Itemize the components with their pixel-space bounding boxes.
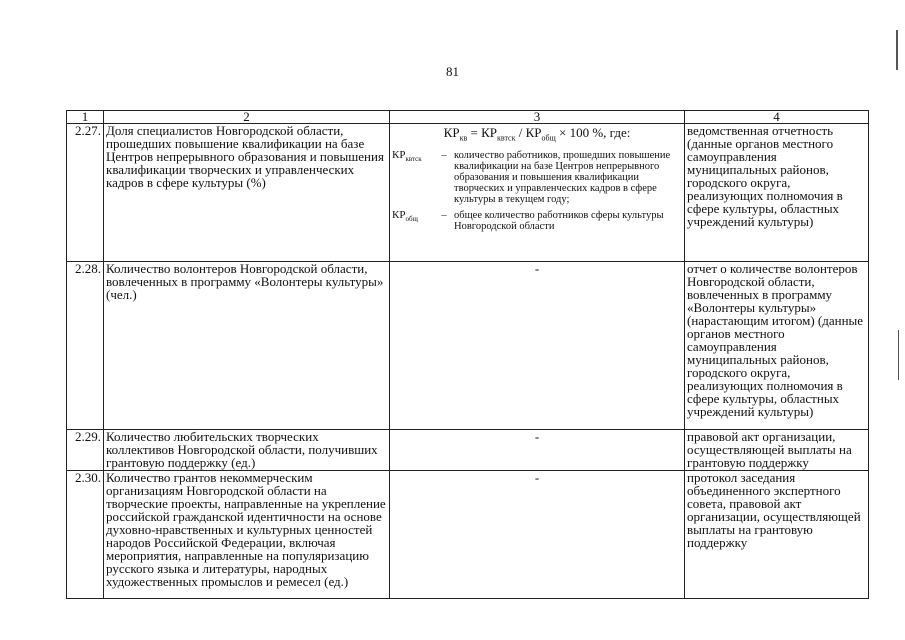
data-source: ведомственная отчетность (данные органов местного самоуправления муниципальных районов, городского округа, реализующих полномочия в сфере культуры, областных учреждений культуры) xyxy=(685,124,869,262)
scan-edge-mark xyxy=(898,330,899,380)
page-number: 81 xyxy=(446,64,459,79)
indicator-name: Количество волонтеров Новгородской области, вовлеченных в программу «Волонтеры культуры» (чел.) xyxy=(104,262,390,430)
formula-definitions xyxy=(392,150,682,232)
row-number: 2.28. xyxy=(67,262,104,430)
table-row xyxy=(67,262,869,430)
indicator-name: Количество грантов некоммерческим организациям Новгородской области на творческие проекты, направленные на укрепление российской гражданской идентичности на основе духовно-нравственных и культурных ценностей народов Российской Федерации, включая мероприятия, направленные на популяризацию русского языка и литературы, народных художественных промыслов и ремесел (ед.) xyxy=(104,471,390,599)
calculation-method xyxy=(390,124,685,262)
formula: $КР_{кв} = КР_{квтск} / КР_{общ} \times 100$ %, где: xyxy=(443,125,631,143)
row-number: 2.30. xyxy=(67,471,104,599)
table-row xyxy=(67,124,869,262)
column-header-2: 2 xyxy=(104,111,390,124)
calculation-method: - xyxy=(390,471,685,599)
calculation-method: - xyxy=(390,262,685,430)
indicator-name: Количество любительских творческих коллективов Новгородской области, получивших грантовую поддержку (ед.) xyxy=(104,430,390,471)
indicator-name: Доля специалистов Новгородской области, прошедших повышение квалификации на базе Центров непрерывного образования и повышения квалификации творческих и управленческих кадров в сфере культуры (%) xyxy=(104,124,390,262)
calculation-method: - xyxy=(390,430,685,471)
table-row xyxy=(67,430,869,471)
data-source: правовой акт организации, осуществляющей выплаты на грантовую поддержку xyxy=(685,430,869,471)
row-number: 2.29. xyxy=(67,430,104,471)
table-header-row xyxy=(67,111,869,124)
column-header-4: 4 xyxy=(685,111,869,124)
scan-edge-mark xyxy=(896,30,898,70)
column-header-1: 1 xyxy=(67,111,104,124)
data-source: протокол заседания объединенного экспертного совета, правовой акт организации, осуществляющей выплаты на грантовую поддержку xyxy=(685,471,869,599)
table-row xyxy=(67,471,869,599)
column-header-3: 3 xyxy=(390,111,685,124)
definition-item: $КР_{общ}$ – общее количество работников сферы культуры Новгородской области xyxy=(392,208,664,232)
definition-item: $КР_{квтск}$ – количество работников, прошедших повышение квалификации на базе Центров непрерывного образования и повышения квалификации творческих и управленческих кадров в сфере культуры в текущем году; xyxy=(392,148,671,205)
indicators-table xyxy=(66,110,869,599)
row-number: 2.27. xyxy=(67,124,104,262)
data-source: отчет о количестве волонтеров Новгородской области, вовлеченных в программу «Волонтеры культуры» (нарастающим итогом) (данные органов местного самоуправления муниципальных районов, городского округа, реализующих полномочия в сфере культуры, областных учреждений культуры) xyxy=(685,262,869,430)
